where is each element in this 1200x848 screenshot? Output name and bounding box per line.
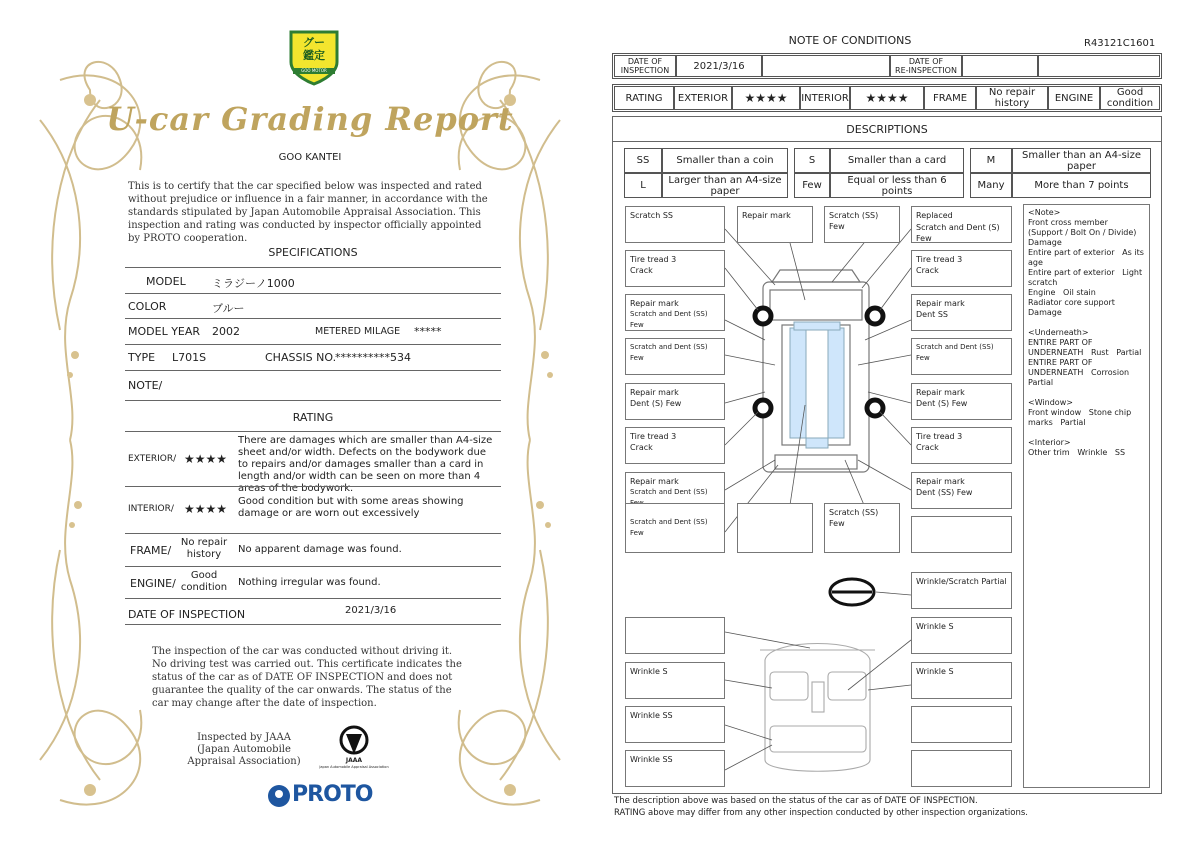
interior-note-box <box>625 662 725 699</box>
frame-description: No apparent damage was found. <box>238 544 402 555</box>
box-text: Crack <box>916 443 939 452</box>
box-text: Repair mark <box>630 388 679 397</box>
interior-label: INTERIOR/ <box>128 504 174 514</box>
box-text: Scratch and Dent (S) Few <box>916 223 1000 243</box>
proto-mark-icon <box>266 783 292 809</box>
exterior-note-box <box>625 427 725 464</box>
interior-label: INTERIOR <box>800 86 850 110</box>
exterior-note-box <box>625 294 725 331</box>
exterior-note-box <box>911 516 1012 553</box>
exterior-note-box <box>625 338 725 375</box>
exterior-note-box <box>625 206 725 243</box>
jaaa-logo <box>316 724 392 776</box>
box-text: Tire tread 3 <box>916 432 963 441</box>
interior-description: Good condition but with some areas showing damage or are worn out excessively <box>238 496 464 519</box>
exterior-note-box <box>824 206 900 243</box>
interior-note-box <box>625 617 725 654</box>
box-text: Scratch (SS) Few <box>829 211 879 231</box>
report-subtitle: GOO KANTEI <box>278 152 342 163</box>
exterior-note-box <box>911 472 1012 509</box>
disclaimer-text: The inspection of the car was conducted without driving it. No driving test was carried out. This certificate indicates the status of the car as of DATE OF INSPECTION and does not guarantee the quality of the car onwards. The status of the car may change after the date of inspection. <box>152 646 462 709</box>
engine-value: Good condition <box>1100 86 1160 110</box>
mileage-value: ***** <box>414 325 442 338</box>
legend-code: M <box>970 148 1012 173</box>
model-year-value: 2002 <box>212 325 240 338</box>
legend-code: S <box>794 148 830 173</box>
box-text: Scratch and Dent (SS) <box>630 488 708 496</box>
box-text: Repair mark <box>630 477 679 486</box>
mileage-label: METERED MILAGE <box>315 326 401 337</box>
model-year-label: MODEL YEAR <box>128 325 201 338</box>
interior-note-box <box>911 617 1012 654</box>
inspected-by-text: Inspected by JAAA (Japan Automobile Appraisal Association) <box>187 732 301 767</box>
box-text: Repair mark <box>742 211 791 220</box>
exterior-description: There are damages which are smaller than A4-size sheet and/or width. Defects on the bodywork due to repairs and/or damages smaller than a card in length and/or width can be seen on more than 4 areas of the bodywork. <box>238 435 493 494</box>
certification-text: This is to certify that the car specified below was inspected and rated without prejudice or influence in a fair manner, in accordance with the standards stipulated by Japan Automobile Appraisal Association. This inspection and rating was conducted by inspector officially appointed by PROTO cooperation. <box>128 181 488 244</box>
box-text: Dent (S) Few <box>916 399 968 408</box>
box-text: Wrinkle SS <box>630 755 673 764</box>
box-text: Repair mark <box>916 299 965 308</box>
legend-meaning: Larger than an A4-size paper <box>662 173 788 198</box>
box-text: Scratch and Dent (SS) Few <box>630 518 708 537</box>
box-text: Tire tread 3 <box>630 255 677 264</box>
engine-label: ENGINE/ <box>130 577 176 590</box>
legend-code: SS <box>624 148 662 173</box>
box-text: Dent (SS) Few <box>916 488 973 497</box>
interior-note-box <box>911 750 1012 787</box>
note-of-conditions-page <box>600 0 1200 848</box>
jaaa-emblem-icon <box>316 724 392 758</box>
exterior-note-box <box>737 206 813 243</box>
exterior-note-box <box>625 383 725 420</box>
box-text: Crack <box>916 266 939 275</box>
exterior-note-box <box>911 383 1012 420</box>
box-text: Wrinkle S <box>630 667 668 676</box>
reference-number: R43121C1601 <box>1084 38 1156 49</box>
exterior-note-box <box>911 250 1012 287</box>
exterior-note-box <box>625 503 725 553</box>
color-value: ブルー <box>212 302 245 315</box>
exterior-note-box <box>737 503 813 553</box>
legend-code: Many <box>970 173 1012 198</box>
date-reinspection-label: DATE OF RE-INSPECTION <box>890 55 962 77</box>
note-panel <box>1023 204 1150 788</box>
box-text: Wrinkle SS <box>630 711 673 720</box>
footer-text-2: RATING above may differ from any other inspection conducted by other inspection organizations. <box>614 808 1028 818</box>
legend-meaning: Smaller than an A4-size paper <box>1012 148 1151 173</box>
legend-meaning: Smaller than a coin <box>662 148 788 173</box>
exterior-label: EXTERIOR <box>674 86 732 110</box>
legend-meaning: Smaller than a card <box>830 148 964 173</box>
box-text: Dent (S) Few <box>630 399 682 408</box>
interior-stars: ★★★★ <box>184 502 228 516</box>
legend-meaning: More than 7 points <box>1012 173 1151 198</box>
note-label: NOTE/ <box>128 379 163 392</box>
box-text: Replaced <box>916 211 953 220</box>
interior-note-box <box>625 706 725 743</box>
exterior-note-box <box>911 427 1012 464</box>
interior-stars: ★★★★ <box>850 86 924 110</box>
note-text: <Note> Front cross member (Support / Bolt On / Divide) Damage Entire part of exterior As its age Entire part of exterior Light scratch Engine Oil stain Radiator core support Damage <Underneath> ENTIRE PART OF UNDERNEATH Rust Partial ENTIRE PART OF UNDERNEATH Corrosion Partial <Window> Front window Stone chip marks Partial <Interior> Other trim Wrinkle SS <box>1028 208 1144 457</box>
box-text: Repair mark <box>916 388 965 397</box>
model-label: MODEL <box>146 275 186 288</box>
interior-note-box <box>911 706 1012 743</box>
conditions-title: NOTE OF CONDITIONS <box>788 34 912 47</box>
box-text: Tire tread 3 <box>630 432 677 441</box>
box-text: Wrinkle S <box>916 622 954 631</box>
box-text: Wrinkle/Scratch Partial <box>916 577 1007 586</box>
logo-text: グー 鑑定 <box>303 36 325 62</box>
box-text: Scratch and Dent (SS) Few <box>630 343 708 362</box>
box-text: Repair mark <box>916 477 965 486</box>
rating-heading: RATING <box>292 411 334 424</box>
date-inspection-value: 2021/3/16 <box>676 55 762 77</box>
specifications-heading: SPECIFICATIONS <box>268 246 358 259</box>
jaaa-caption: Japan Automobile Appraisal Association <box>319 765 389 769</box>
goo-kantei-logo <box>287 28 341 86</box>
jaaa-logo-text: JAAA <box>345 757 363 764</box>
box-text: Scratch SS <box>630 211 673 220</box>
box-text: Scratch and Dent (SS) Few <box>630 310 708 329</box>
legend-code: Few <box>794 173 830 198</box>
color-label: COLOR <box>128 300 167 313</box>
model-value: ミラジーノ1000 <box>212 277 295 290</box>
exterior-label: EXTERIOR/ <box>128 454 177 464</box>
exterior-note-box <box>911 206 1012 243</box>
box-text: Tire tread 3 <box>916 255 963 264</box>
inspection-date-value: 2021/3/16 <box>345 605 397 616</box>
box-text: Crack <box>630 443 653 452</box>
box-text: Scratch (SS) Few <box>829 508 879 528</box>
proto-logo-text: PROTO <box>292 782 373 807</box>
inspection-date-label: DATE OF INSPECTION <box>128 608 246 621</box>
type-value: L701S <box>172 351 207 364</box>
box-text: Dent SS <box>916 310 948 319</box>
legend-meaning: Equal or less than 6 points <box>830 173 964 198</box>
interior-note-box <box>625 750 725 787</box>
footer-text-1: The description above was based on the status of the car as of DATE OF INSPECTION. <box>614 796 978 806</box>
descriptions-heading: DESCRIPTIONS <box>846 123 928 136</box>
engine-label: ENGINE <box>1048 86 1100 110</box>
box-text: Wrinkle S <box>916 667 954 676</box>
chassis-label: CHASSIS NO. <box>265 351 337 364</box>
report-title: U-car Grading Report <box>106 100 514 138</box>
engine-description: Nothing irregular was found. <box>238 577 381 588</box>
box-text: Crack <box>630 266 653 275</box>
box-text: Repair mark <box>630 299 679 308</box>
proto-logo <box>266 782 376 810</box>
frame-value: No repair history <box>976 86 1048 110</box>
exterior-note-box <box>824 503 900 553</box>
exterior-note-box <box>625 250 725 287</box>
exterior-stars: ★★★★ <box>732 86 800 110</box>
frame-label: FRAME <box>924 86 976 110</box>
logo-ribbon-text: GOO MOTOR <box>301 68 327 73</box>
box-text: Scratch and Dent (SS) Few <box>916 343 994 362</box>
frame-label: FRAME/ <box>130 544 172 557</box>
type-label: TYPE <box>128 351 156 364</box>
rating-label: RATING <box>614 86 674 110</box>
date-inspection-label: DATE OF INSPECTION <box>614 55 676 77</box>
frame-value: No repair history <box>180 537 228 560</box>
interior-note-box <box>911 662 1012 699</box>
exterior-note-box <box>911 338 1012 375</box>
legend-code: L <box>624 173 662 198</box>
exterior-stars: ★★★★ <box>184 452 228 466</box>
exterior-note-box <box>911 294 1012 331</box>
engine-value: Good condition <box>180 570 228 593</box>
interior-note-box <box>911 572 1012 609</box>
chassis-value: **********534 <box>335 351 411 364</box>
